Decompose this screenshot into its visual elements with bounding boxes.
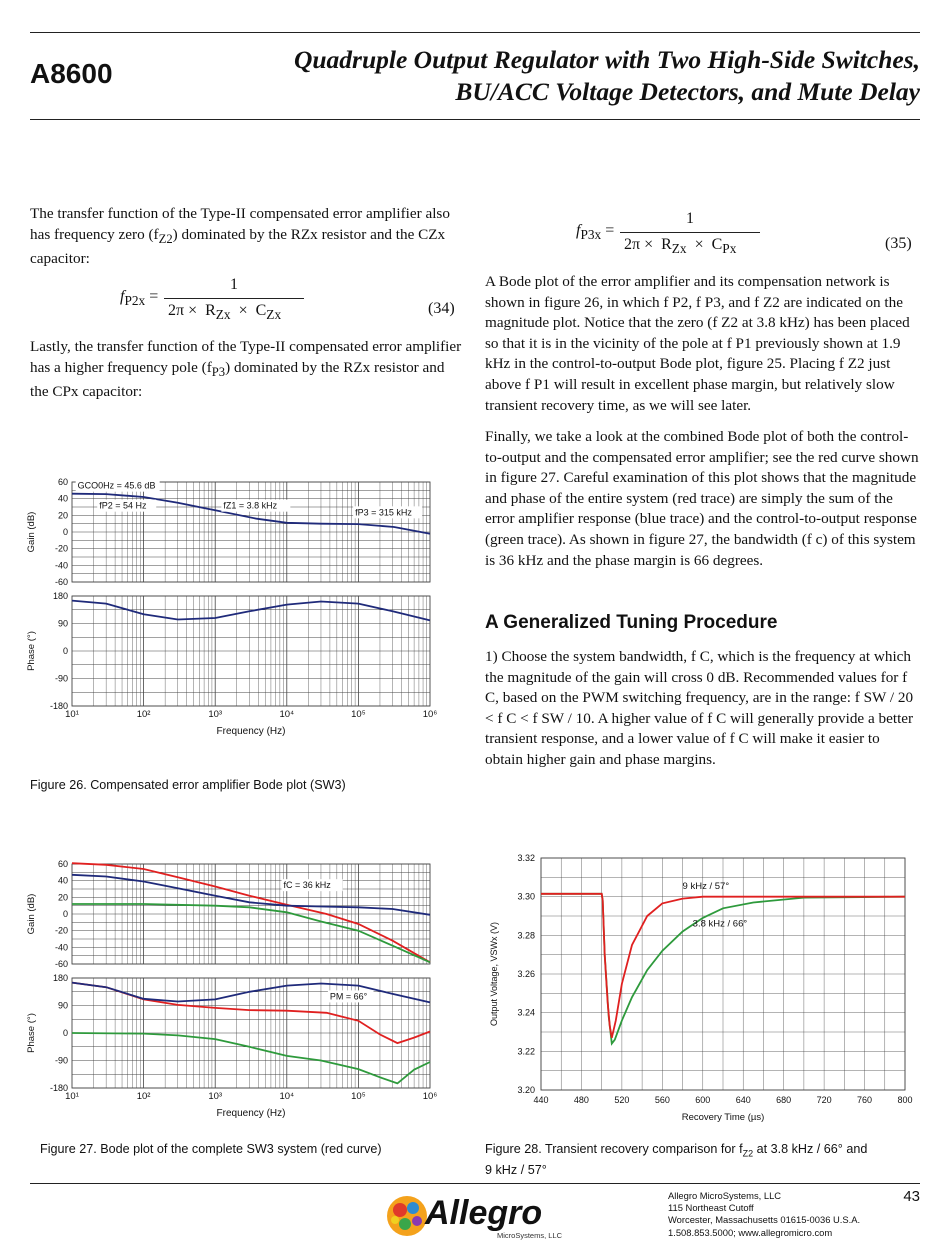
x-tick-label: 10² — [136, 1091, 151, 1102]
footer-address: Allegro MicroSystems, LLC 115 Northeast Cutoff Worcester, Massachusetts 01615-0036 U.S.A. 1.508.853.5000; www.allegromicro.com — [668, 1190, 861, 1238]
paragraph-4: Finally, we take a look at the combined Bode plot of both the control-to-output and the compensated error amplifier; see the red curve shown in figure 27. Careful examination of this plot shows that the magnitude and phase of the entire system (red trace) are simply the sum of the error amplifier response (blue trace) and the control-to-output response (green trace). As shown in figure 27, the bandwidth (f c) of this system is 36 kHz and the phase margin is 66 degrees. — [485, 428, 919, 569]
x-tick-label: 520 — [614, 1095, 630, 1105]
x-tick-label: 10⁴ — [279, 1091, 295, 1102]
equation-35-number: (35) — [885, 235, 912, 252]
y-tick-label: -40 — [54, 942, 68, 953]
annotation-fz1: fZ1 = 3.8 kHz — [223, 500, 278, 511]
figure-27-bode-plot — [20, 852, 450, 1127]
x-tick-label: 10³ — [208, 1091, 223, 1102]
y-tick-label: 90 — [57, 618, 68, 629]
annotation-pm: PM = 66° — [329, 991, 368, 1002]
y-tick-label: -180 — [49, 701, 68, 711]
x-tick-label: 10³ — [208, 709, 223, 720]
x-tick-label: 10⁴ — [279, 709, 295, 720]
x-tick-label: 440 — [533, 1095, 549, 1105]
part-number: A8600 — [30, 58, 113, 89]
y-tick-label: 40 — [57, 875, 68, 886]
figure-26-caption: Figure 26. Compensated error amplifier Bode plot (SW3) — [30, 778, 346, 792]
y-tick-label: 180 — [52, 591, 68, 601]
annotation-fc: fC = 36 kHz — [283, 880, 331, 891]
x-tick-label: 760 — [857, 1095, 873, 1105]
y-tick-label: 0 — [62, 909, 68, 919]
paragraph-1: The transfer function of the Type-II compensated error amplifier also has frequency zero $(f_{Z2})$ dominated by the RZx resistor and the CZx capacitor: — [30, 205, 450, 268]
paragraph-3: A Bode plot of the error amplifier and its compensation network is shown in figure 26, in which f P2, f P3, and f Z2 are indicated on the magnitude plot. Notice that the zero (f Z2 at 3.8 kHz) has been placed so that it is in the vicinity of the pole at f P1 previously shown at 1.9 kHz in the control-to-output Bode plot, figure 25. Placing f Z2 just above f P1 will result in excellent phase margin, but relatively slow transient recovery time, as we will see later. — [485, 273, 910, 414]
y-tick-label: 3.32 — [517, 853, 535, 863]
x-tick-label: 720 — [816, 1095, 832, 1105]
y-tick-label: 60 — [57, 477, 68, 487]
annotation-3-8khz: 3.8 kHz / 66° — [692, 918, 748, 930]
y-tick-label: 3.28 — [517, 930, 535, 941]
y-tick-label: 0 — [62, 527, 68, 537]
y-tick-label: 60 — [57, 859, 68, 869]
y-tick-label: 20 — [57, 510, 68, 521]
y-tick-label: 0 — [62, 646, 68, 656]
figure-27-caption: Figure 27. Bode plot of the complete SW3 system (red curve) — [40, 1142, 382, 1156]
logo-subtext: MicroSystems, LLC — [497, 1231, 563, 1240]
y-tick-label: 40 — [57, 493, 68, 504]
y-tick-label: -40 — [54, 560, 68, 571]
y-tick-label: -90 — [54, 1055, 68, 1066]
y-tick-label: 3.22 — [517, 1046, 535, 1057]
logo-wordmark: Allegro — [425, 1194, 543, 1232]
y-tick-label: -90 — [54, 673, 68, 684]
gain-axis-label: Gain (dB) — [26, 893, 37, 935]
phase-blue-series-line — [72, 601, 430, 621]
y-tick-label: 180 — [52, 973, 68, 983]
y-tick-label: -180 — [49, 1083, 68, 1093]
x-tick-label: 10¹ — [65, 709, 79, 720]
gain-axis-label: Gain (dB) — [26, 511, 37, 553]
figure-28-transient-plot — [485, 848, 925, 1128]
equation-34: $f_{P2x}$ = 1 $2\pi \times R_{Zx} \times C_{Zx}$ — [120, 280, 360, 328]
paragraph-5: 1) Choose the system bandwidth, f C, which is the frequency at which the magnitude of the gain will cross 0 dB. Recommended values for f C, based on the PWM switching frequency, are in the range: f SW / 20 < f C < f SW / 10. A higher value of f C will generally provide a better transient response, and a lower value of f C will make it easier to obtain higher gain and phase margins. — [485, 648, 914, 768]
paragraph-2: Lastly, the transfer function of the Type-II compensated error amplifier has a higher frequency pole $(f_{P3})$ dominated by the RZx resistor and the CPx capacitor: — [30, 338, 462, 401]
footer-rule — [30, 1183, 920, 1184]
y-tick-label: 3.24 — [517, 1007, 535, 1018]
y-tick-label: -60 — [54, 577, 68, 587]
annotation-9khz: 9 kHz / 57° — [682, 880, 730, 892]
annotation-fp3: fP3 = 315 kHz — [355, 507, 412, 518]
y-axis-label: Output Voltage, VSWx (V) — [489, 921, 499, 1027]
document-title — [220, 44, 920, 108]
section-heading: A Generalized Tuning Procedure — [485, 612, 778, 633]
y-tick-label: -60 — [54, 959, 68, 969]
x-axis-label: Recovery Time (µs) — [681, 1112, 765, 1123]
x-axis-label: Frequency (Hz) — [216, 726, 286, 737]
page-number: 43 — [903, 1188, 920, 1205]
x-tick-label: 640 — [735, 1095, 751, 1105]
annotation-fp2: fP2 = 54 Hz — [99, 500, 147, 511]
x-tick-label: 10⁶ — [422, 1091, 438, 1102]
x-tick-label: 10⁵ — [351, 1091, 366, 1102]
figure-28-caption: Figure 28. Transient recovery comparison for $f_{Z2}$ at 3.8 kHz / 66° and 9 kHz / 57° — [485, 1142, 868, 1177]
x-tick-label: 10⁶ — [422, 709, 438, 720]
y-tick-label: 3.20 — [517, 1085, 535, 1095]
y-tick-label: -20 — [54, 543, 68, 554]
y-tick-label: -20 — [54, 925, 68, 936]
phase-axis-label: Phase (°) — [26, 1013, 37, 1053]
header-top-rule — [30, 32, 920, 33]
phase-blue-series-line — [72, 983, 430, 1003]
x-tick-label: 480 — [573, 1095, 589, 1105]
phase-green-series-line — [72, 1033, 430, 1083]
figure-26-bode-plot — [20, 470, 450, 745]
title-line-2: BU/ACC Voltage Detectors, and Mute Delay — [455, 77, 920, 106]
x-tick-label: 680 — [776, 1095, 792, 1105]
y-tick-label: 3.26 — [517, 969, 535, 979]
x-tick-label: 560 — [654, 1095, 670, 1105]
x-tick-label: 10⁵ — [351, 709, 366, 720]
title-line-1: Quadruple Output Regulator with Two High-Side Switches, — [293, 45, 920, 74]
equation-35: $f_{P3x}$ = 1 $2\pi \times R_{Zx} \times C_{Px}$ — [576, 214, 816, 262]
x-axis-label: Frequency (Hz) — [216, 1108, 286, 1119]
y-tick-label: 3.30 — [517, 891, 535, 902]
x-tick-label: 10² — [136, 709, 151, 720]
allegro-logo — [385, 1188, 563, 1244]
phase-axis-label: Phase (°) — [26, 631, 37, 671]
logo-dot-grid-icon — [387, 1196, 427, 1236]
y-tick-label: 90 — [57, 1000, 68, 1011]
header-bottom-rule — [30, 119, 920, 120]
equation-34-number: (34) — [428, 300, 455, 317]
y-tick-label: 20 — [57, 892, 68, 903]
y-tick-label: 0 — [62, 1028, 68, 1038]
x-tick-label: 800 — [897, 1095, 913, 1105]
x-tick-label: 10¹ — [65, 1091, 79, 1102]
x-tick-label: 600 — [695, 1095, 711, 1105]
annotation-gco: GCO0Hz = 45.6 dB — [77, 480, 156, 491]
